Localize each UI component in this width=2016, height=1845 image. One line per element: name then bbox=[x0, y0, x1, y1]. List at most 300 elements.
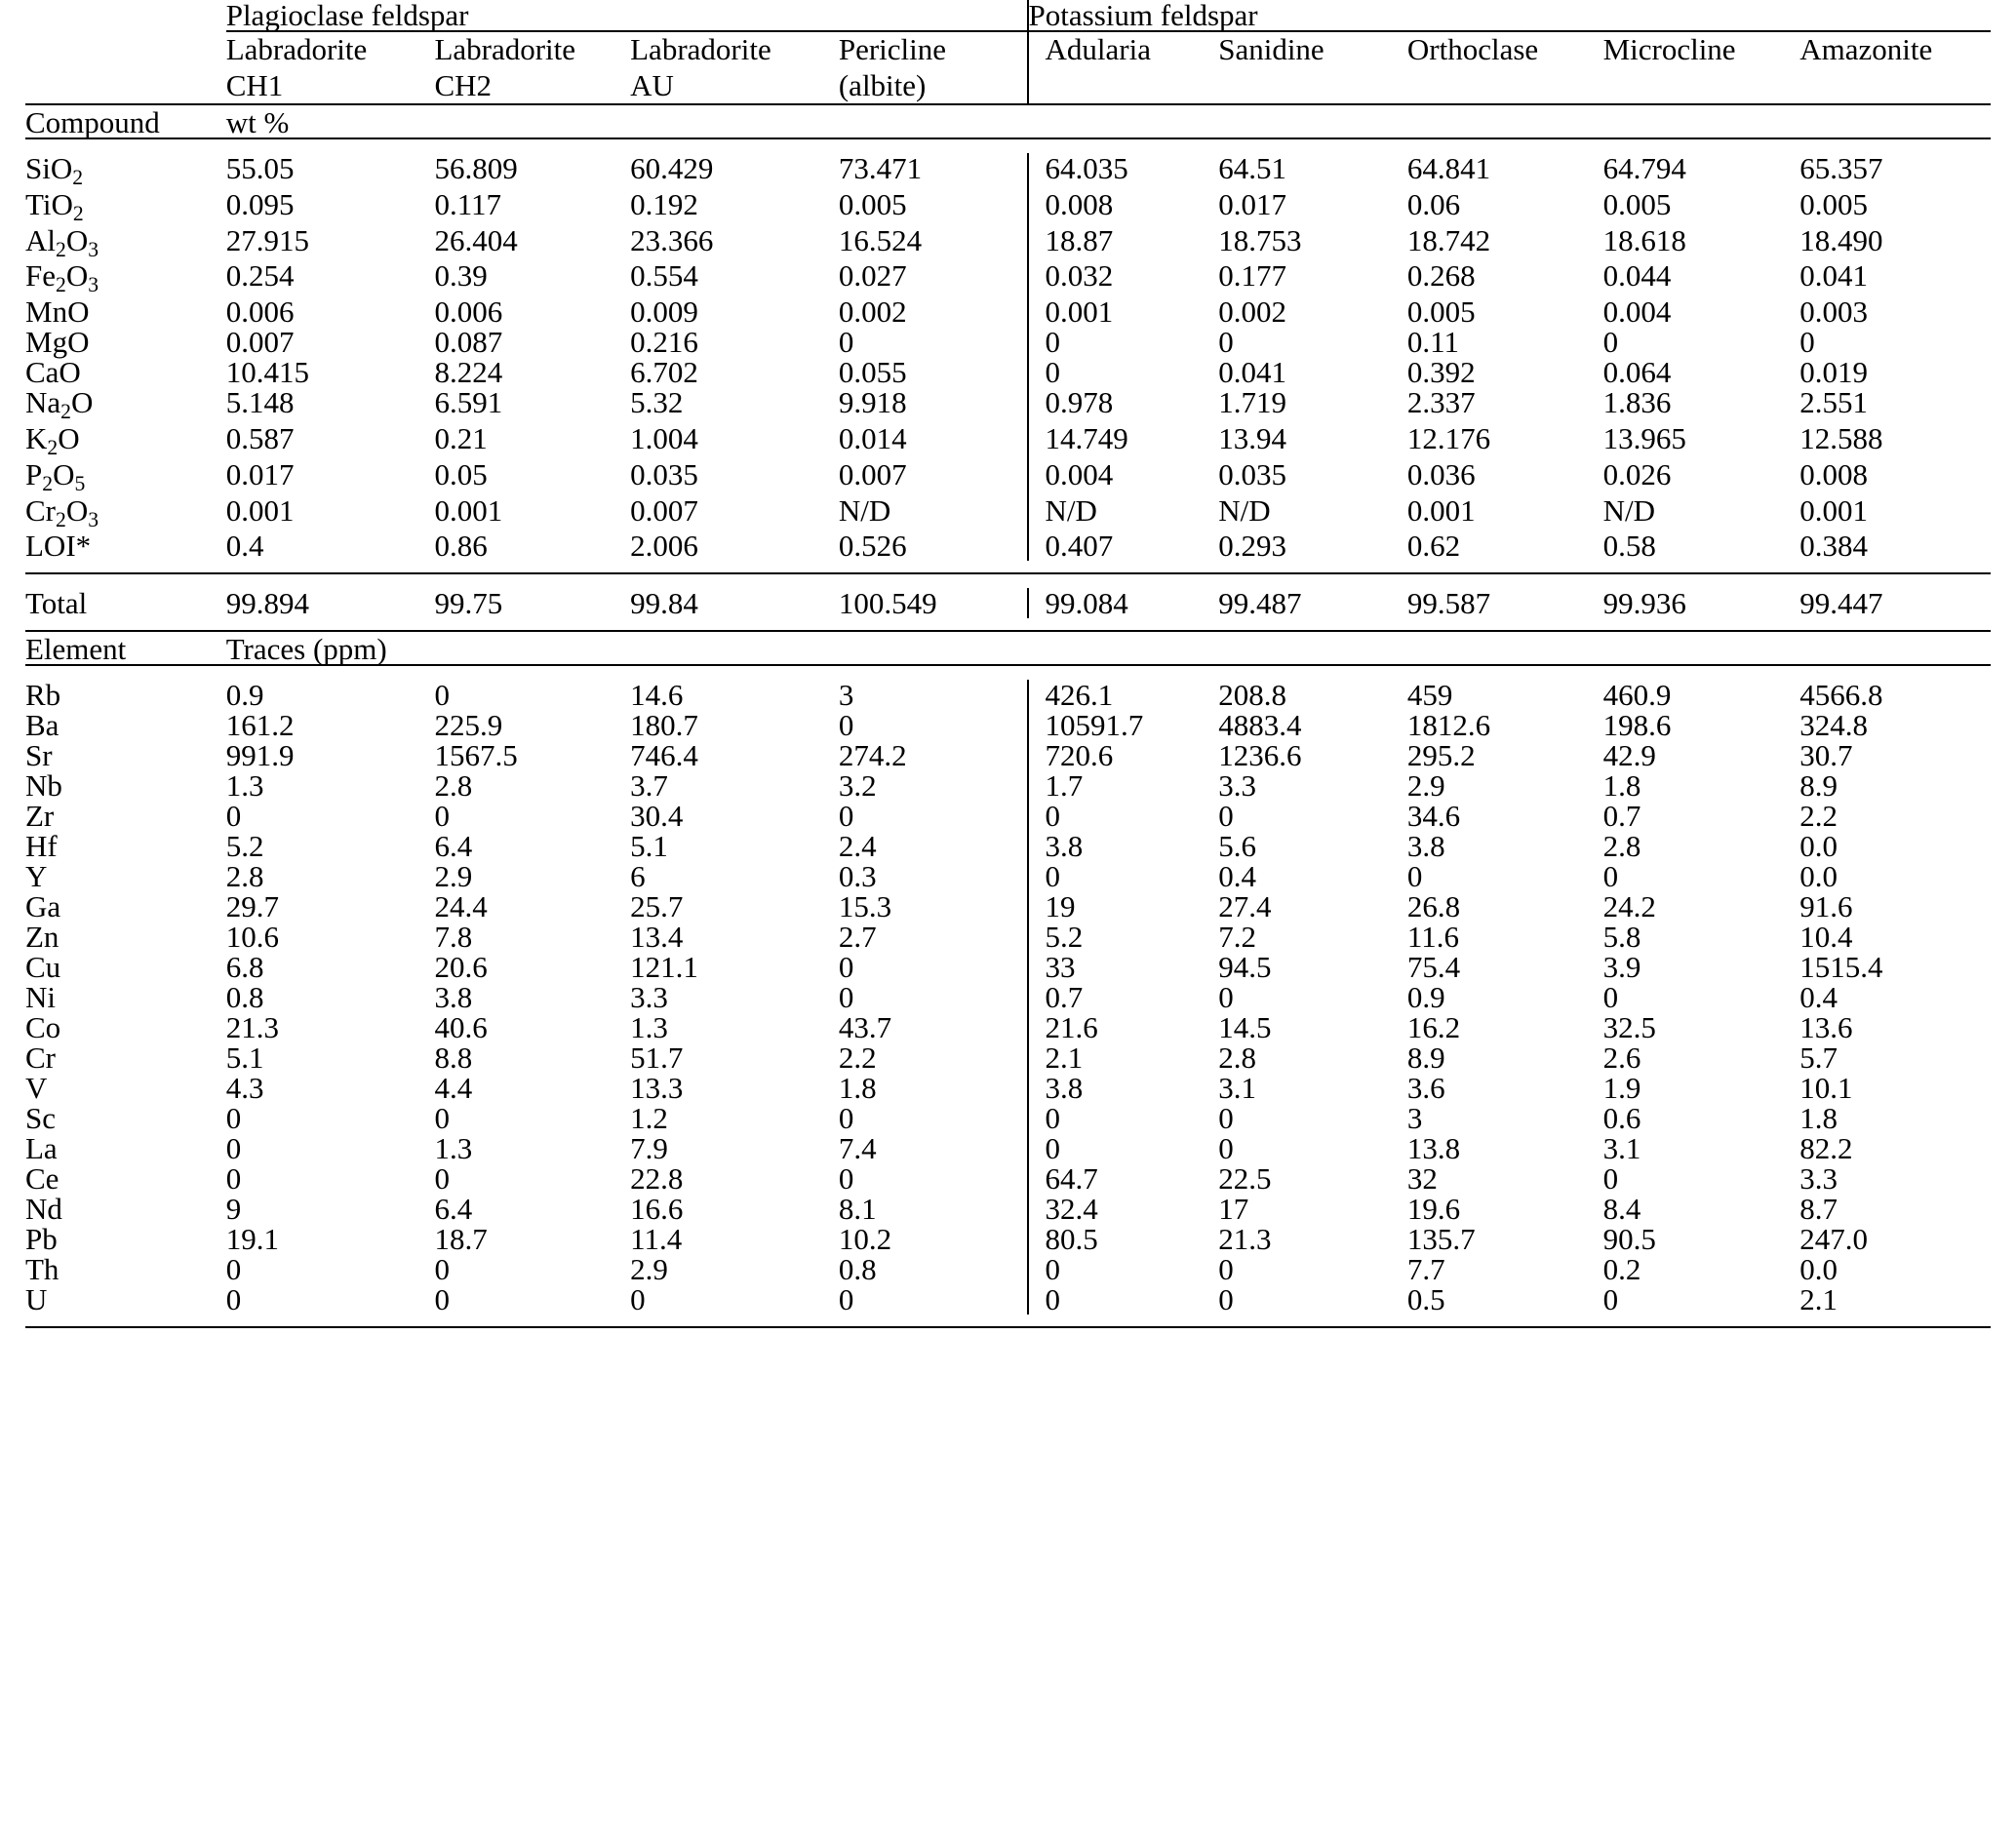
row-label-rb: Rb bbox=[25, 678, 61, 713]
table-cell: 6.4 bbox=[434, 829, 473, 864]
table-cell: 5.1 bbox=[225, 1040, 264, 1076]
table-cell: 0.026 bbox=[1602, 456, 1672, 491]
table-cell: 161.2 bbox=[225, 708, 295, 743]
table-cell: 2.8 bbox=[434, 768, 473, 804]
table-cell: 0.216 bbox=[630, 325, 698, 360]
table-cell: 0 bbox=[1028, 801, 1219, 831]
table-cell: 0.019 bbox=[1799, 355, 1868, 390]
table-row bbox=[25, 680, 1991, 710]
table-cell: 18.753 bbox=[1218, 222, 1302, 257]
table-cell: 99.084 bbox=[1028, 588, 1219, 618]
table-cell: 82.2 bbox=[1799, 1131, 1853, 1166]
table-cell: 99.84 bbox=[630, 586, 698, 621]
table-cell: 0.032 bbox=[1028, 260, 1219, 296]
column-header-row bbox=[25, 31, 1991, 104]
table-cell: 0.001 bbox=[1406, 492, 1476, 528]
table-cell: 3.2 bbox=[838, 768, 877, 804]
table-cell: 3.1 bbox=[1218, 1071, 1256, 1106]
table-cell: 0 bbox=[1028, 1284, 1219, 1315]
column-header-amazonite: Amazonite bbox=[1799, 32, 1933, 66]
table-row bbox=[25, 710, 1991, 740]
table-cell: 43.7 bbox=[838, 1010, 892, 1045]
table-cell: 51.7 bbox=[630, 1040, 684, 1076]
table-cell: 0.055 bbox=[838, 355, 907, 390]
table-cell: 0 bbox=[1028, 327, 1219, 357]
table-cell: 2.1 bbox=[1028, 1042, 1219, 1073]
table-cell: 8.9 bbox=[1799, 768, 1838, 804]
table-cell: 0.005 bbox=[838, 186, 907, 221]
table-cell: 32 bbox=[1406, 1161, 1438, 1197]
table-cell: 19.1 bbox=[225, 1222, 279, 1257]
table-cell: 23.366 bbox=[630, 222, 714, 257]
table-cell: 100.549 bbox=[838, 586, 937, 621]
table-row bbox=[25, 357, 1991, 387]
table-cell: 60.429 bbox=[630, 151, 714, 186]
table-cell: 2.337 bbox=[1406, 385, 1476, 420]
table-cell: 64.794 bbox=[1602, 151, 1686, 186]
table-cell: 56.809 bbox=[434, 151, 518, 186]
row-label-nao: $Na_2O$ bbox=[25, 385, 94, 424]
table-cell: 0.587 bbox=[225, 420, 295, 455]
table-cell: 8.4 bbox=[1602, 1192, 1641, 1227]
table-cell: 0 bbox=[225, 1252, 242, 1287]
section-spacer-cell bbox=[25, 668, 1991, 680]
table-cell: 0.004 bbox=[1602, 294, 1672, 330]
table-cell: 0.036 bbox=[1406, 456, 1476, 491]
table-cell: 15.3 bbox=[838, 889, 892, 924]
table-cell: 6.591 bbox=[434, 385, 503, 420]
table-cell: 33 bbox=[1028, 952, 1219, 982]
table-cell: 2.2 bbox=[1799, 799, 1838, 834]
table-cell: 1567.5 bbox=[434, 738, 518, 773]
table-row bbox=[25, 225, 1991, 261]
row-label-nd: Nd bbox=[25, 1192, 62, 1227]
table-row bbox=[25, 1194, 1991, 1224]
table-cell: 64.7 bbox=[1028, 1163, 1219, 1194]
table-cell: 0.087 bbox=[434, 325, 503, 360]
table-cell: 10.415 bbox=[225, 355, 309, 390]
table-cell: 0.0 bbox=[1799, 829, 1838, 864]
table-cell: 1.8 bbox=[1799, 1101, 1838, 1136]
table-cell: 3.8 bbox=[1028, 831, 1219, 861]
table-cell: 0 bbox=[1218, 1131, 1234, 1166]
table-cell: 7.8 bbox=[434, 920, 473, 955]
table-cell: 2.006 bbox=[630, 529, 698, 564]
table-cell: 10.2 bbox=[838, 1222, 892, 1257]
table-cell: 75.4 bbox=[1406, 950, 1461, 985]
table-cell: 18.618 bbox=[1602, 222, 1686, 257]
table-cell: 13.4 bbox=[630, 920, 684, 955]
table-row bbox=[25, 1012, 1991, 1042]
table-cell: 7.2 bbox=[1218, 920, 1256, 955]
table-cell: 0.9 bbox=[1406, 980, 1445, 1015]
table-cell: 2.9 bbox=[1406, 768, 1445, 804]
table-cell: 26.8 bbox=[1406, 889, 1461, 924]
table-cell: 16.6 bbox=[630, 1192, 684, 1227]
table-cell: 13.94 bbox=[1218, 420, 1286, 455]
table-row bbox=[25, 1073, 1991, 1103]
table-cell: N/D bbox=[1602, 492, 1655, 528]
table-cell: 19 bbox=[1028, 891, 1219, 922]
table-cell: 0.3 bbox=[838, 859, 877, 894]
table-cell: 0.6 bbox=[1602, 1101, 1641, 1136]
table-row bbox=[25, 1133, 1991, 1163]
table-cell: 4.3 bbox=[225, 1071, 264, 1106]
table-cell: 0.384 bbox=[1799, 529, 1868, 564]
row-label-mgo: MgO bbox=[25, 325, 90, 360]
table-cell: 16.524 bbox=[838, 222, 923, 257]
table-cell: 0 bbox=[434, 1282, 450, 1317]
table-row bbox=[25, 831, 1991, 861]
table-cell: 0.001 bbox=[1799, 492, 1868, 528]
section-spacer bbox=[25, 561, 1991, 573]
table-cell: 6.4 bbox=[434, 1192, 473, 1227]
table-cell: 3 bbox=[1406, 1101, 1423, 1136]
table-cell: 10.4 bbox=[1799, 920, 1853, 955]
table-cell: 0.4 bbox=[1799, 980, 1838, 1015]
table-cell: 5.6 bbox=[1218, 829, 1256, 864]
table-cell: 0 bbox=[434, 678, 450, 713]
table-cell: 10.1 bbox=[1799, 1071, 1853, 1106]
table-cell: 0 bbox=[225, 1161, 242, 1197]
table-cell: 1.8 bbox=[1602, 768, 1641, 804]
table-cell: 459 bbox=[1406, 678, 1453, 713]
table-cell: 2.8 bbox=[1602, 829, 1641, 864]
table-row bbox=[25, 189, 1991, 225]
table-row bbox=[25, 891, 1991, 922]
table-cell: 99.75 bbox=[434, 586, 503, 621]
table-cell: 0 bbox=[1218, 1101, 1234, 1136]
row-label-v: V bbox=[25, 1071, 48, 1106]
table-cell: 21.3 bbox=[225, 1010, 279, 1045]
table-cell: 7.7 bbox=[1406, 1252, 1445, 1287]
table-cell: 11.4 bbox=[630, 1222, 683, 1257]
table-cell: 65.357 bbox=[1799, 151, 1883, 186]
table-cell: 0.407 bbox=[1028, 530, 1219, 561]
section-header-row bbox=[25, 107, 1991, 138]
geochemistry-table bbox=[25, 0, 1991, 1330]
table-cell: 0.192 bbox=[630, 186, 698, 221]
table-cell: 0.008 bbox=[1799, 456, 1868, 491]
table-cell: 5.148 bbox=[225, 385, 295, 420]
table-cell: 18.490 bbox=[1799, 222, 1883, 257]
table-cell: 12.176 bbox=[1406, 420, 1491, 455]
table-cell: 1.719 bbox=[1218, 385, 1286, 420]
table-cell: 10.6 bbox=[225, 920, 279, 955]
table-cell: 0.003 bbox=[1799, 294, 1868, 330]
table-cell: 8.224 bbox=[434, 355, 503, 390]
table-cell: 0.06 bbox=[1406, 186, 1461, 221]
section-spacer bbox=[25, 141, 1991, 153]
table-cell: 0 bbox=[838, 325, 854, 360]
table-cell: 0.117 bbox=[434, 186, 502, 221]
row-label-feo: $Fe_2O_3$ bbox=[25, 258, 99, 297]
table-cell: 0 bbox=[434, 1252, 450, 1287]
table-cell: 426.1 bbox=[1028, 680, 1219, 710]
table-cell: 0.9 bbox=[225, 678, 264, 713]
column-header-rowlabel bbox=[25, 31, 226, 104]
table-cell: 34.6 bbox=[1406, 799, 1461, 834]
table-cell: 1.3 bbox=[225, 768, 264, 804]
table-cell: 90.5 bbox=[1602, 1222, 1656, 1257]
table-cell: 0 bbox=[1028, 357, 1219, 387]
table-cell: 32.4 bbox=[1028, 1194, 1219, 1224]
table-cell: 1236.6 bbox=[1218, 738, 1302, 773]
table-cell: 27.915 bbox=[225, 222, 309, 257]
table-cell: 2.9 bbox=[434, 859, 473, 894]
table-cell: 7.4 bbox=[838, 1131, 877, 1166]
table-cell: 0.4 bbox=[225, 529, 264, 564]
table-cell: 0 bbox=[1602, 859, 1619, 894]
table-cell: 14.6 bbox=[630, 678, 684, 713]
table-row bbox=[25, 1224, 1991, 1254]
table-cell: 0 bbox=[838, 708, 854, 743]
table-cell: 0 bbox=[1602, 1161, 1619, 1197]
column-header-orthoclase: Orthoclase bbox=[1406, 32, 1539, 66]
row-label-cu: Cu bbox=[25, 950, 61, 985]
table-cell: 5.1 bbox=[630, 829, 668, 864]
row-label-ba: Ba bbox=[25, 708, 59, 743]
table-cell: 8.1 bbox=[838, 1192, 877, 1227]
table-cell: 0.2 bbox=[1602, 1252, 1641, 1287]
table-cell: 0.7 bbox=[1028, 982, 1219, 1012]
table-cell: 0.5 bbox=[1406, 1282, 1445, 1317]
table-cell: 5.2 bbox=[1028, 922, 1219, 952]
column-header-labradorite: Labradorite AU bbox=[630, 32, 771, 102]
table-cell: 3.6 bbox=[1406, 1071, 1445, 1106]
table-cell: 3.7 bbox=[630, 768, 668, 804]
table-cell: 0 bbox=[1218, 799, 1234, 834]
table-cell: 0.4 bbox=[1218, 859, 1256, 894]
table-cell: 18.87 bbox=[1028, 225, 1219, 261]
section-units: Traces (ppm) bbox=[225, 632, 387, 667]
table-cell: 180.7 bbox=[630, 708, 698, 743]
table-cell: 0.58 bbox=[1602, 529, 1656, 564]
row-label-cro: $Cr_2O_3$ bbox=[25, 492, 99, 531]
horizontal-rule-cell bbox=[25, 1327, 1991, 1330]
table-cell: 0 bbox=[434, 1161, 450, 1197]
section-spacer-cell bbox=[25, 141, 1991, 153]
table-cell: 0.0 bbox=[1799, 859, 1838, 894]
table-cell: 0 bbox=[1028, 1133, 1219, 1163]
table-cell: N/D bbox=[1218, 492, 1271, 528]
section-spacer-cell bbox=[25, 1315, 1991, 1327]
section-spacer bbox=[25, 668, 1991, 680]
row-label-cr: Cr bbox=[25, 1040, 56, 1076]
table-cell: 0 bbox=[838, 799, 854, 834]
table-cell: 14.749 bbox=[1028, 423, 1219, 459]
section-title: Element bbox=[25, 632, 127, 667]
table-row bbox=[25, 153, 1991, 189]
table-cell: 24.2 bbox=[1602, 889, 1656, 924]
row-label-pb: Pb bbox=[25, 1222, 58, 1257]
table-cell: 2.8 bbox=[225, 859, 264, 894]
row-label-mno: MnO bbox=[25, 294, 90, 330]
table-cell: 0 bbox=[1028, 1103, 1219, 1133]
table-cell: 1.2 bbox=[630, 1101, 668, 1136]
table-cell: 1812.6 bbox=[1406, 708, 1491, 743]
table-cell: 2.551 bbox=[1799, 385, 1868, 420]
table-cell: 30.4 bbox=[630, 799, 684, 834]
table-cell: 0.014 bbox=[838, 420, 907, 455]
table-cell: 5.2 bbox=[225, 829, 264, 864]
column-header-microcline: Microcline bbox=[1602, 32, 1736, 66]
table-total-row bbox=[25, 588, 1991, 618]
table-cell: 720.6 bbox=[1028, 740, 1219, 770]
column-header-labradorite: Labradorite CH1 bbox=[225, 32, 368, 102]
table-cell: 0 bbox=[1218, 325, 1234, 360]
table-cell: 99.447 bbox=[1799, 586, 1883, 621]
table-cell: 0 bbox=[225, 799, 242, 834]
table-cell: 64.51 bbox=[1218, 151, 1286, 186]
table-row bbox=[25, 922, 1991, 952]
table-cell: 73.471 bbox=[838, 151, 923, 186]
table-row bbox=[25, 1284, 1991, 1315]
table-cell: 324.8 bbox=[1799, 708, 1868, 743]
table-cell: 11.6 bbox=[1406, 920, 1459, 955]
table-cell: 3.3 bbox=[630, 980, 668, 1015]
row-label-ga: Ga bbox=[25, 889, 61, 924]
table-cell: 0.007 bbox=[838, 456, 907, 491]
total-spacer bbox=[25, 576, 1991, 588]
table-row bbox=[25, 982, 1991, 1012]
table-cell: 0 bbox=[225, 1101, 242, 1136]
row-label-sc: Sc bbox=[25, 1101, 56, 1136]
row-label-u: U bbox=[25, 1282, 48, 1317]
table-cell: 0.064 bbox=[1602, 355, 1672, 390]
table-cell: 2.2 bbox=[838, 1040, 877, 1076]
row-label-sr: Sr bbox=[25, 738, 53, 773]
table-cell: 0.7 bbox=[1602, 799, 1641, 834]
table-cell: 2.8 bbox=[1218, 1040, 1256, 1076]
table-cell: 0.006 bbox=[434, 294, 503, 330]
table-cell: 3.8 bbox=[434, 980, 473, 1015]
table-cell: 6.702 bbox=[630, 355, 698, 390]
table-cell: 1.8 bbox=[838, 1071, 877, 1106]
table-cell: 0.526 bbox=[838, 529, 907, 564]
table-cell: 64.841 bbox=[1406, 151, 1491, 186]
total-spacer bbox=[25, 618, 1991, 631]
table-cell: 21.6 bbox=[1028, 1012, 1219, 1042]
row-label-sio: SiO$_2$ bbox=[25, 151, 84, 190]
table-cell: 0.254 bbox=[225, 258, 295, 294]
table-cell: 0.001 bbox=[1028, 296, 1219, 327]
section-units: wt % bbox=[225, 105, 290, 140]
table-cell: 3.8 bbox=[1406, 829, 1445, 864]
table-body bbox=[25, 0, 1991, 1330]
table-cell: 0.62 bbox=[1406, 529, 1461, 564]
row-label-ni: Ni bbox=[25, 980, 56, 1015]
table-cell: 0 bbox=[838, 980, 854, 1015]
table-cell: 99.487 bbox=[1218, 586, 1302, 621]
table-cell: 0.041 bbox=[1218, 355, 1286, 390]
table-cell: 0 bbox=[225, 1282, 242, 1317]
table-cell: 0 bbox=[1218, 980, 1234, 1015]
table-cell: 0 bbox=[1218, 1282, 1234, 1317]
table-cell: 13.6 bbox=[1799, 1010, 1853, 1045]
table-cell: 99.894 bbox=[225, 586, 309, 621]
table-cell: 0 bbox=[1028, 1254, 1219, 1284]
table-cell: 0.177 bbox=[1218, 258, 1286, 294]
group-header-plagioclase: Plagioclase feldspar bbox=[226, 0, 1028, 31]
table-cell: 94.5 bbox=[1218, 950, 1272, 985]
section-spacer-cell bbox=[25, 561, 1991, 573]
table-cell: 3 bbox=[838, 678, 854, 713]
table-cell: 0 bbox=[225, 1131, 242, 1166]
table-cell: 0.041 bbox=[1799, 258, 1868, 294]
table-cell: 3.3 bbox=[1218, 768, 1256, 804]
table-cell: 0 bbox=[1799, 325, 1815, 360]
row-label-tio: TiO$_2$ bbox=[25, 186, 84, 225]
total-spacer-cell bbox=[25, 576, 1991, 588]
row-label-la: La bbox=[25, 1131, 58, 1166]
table-cell: 0.392 bbox=[1406, 355, 1476, 390]
table-row bbox=[25, 423, 1991, 459]
table-row bbox=[25, 296, 1991, 327]
table-cell: 1.7 bbox=[1028, 770, 1219, 801]
table-cell: 13.8 bbox=[1406, 1131, 1461, 1166]
table-cell: 3.8 bbox=[1028, 1073, 1219, 1103]
table-cell: 5.7 bbox=[1799, 1040, 1838, 1076]
table-cell: 4.4 bbox=[434, 1071, 473, 1106]
table-row bbox=[25, 459, 1991, 495]
table-cell: 0 bbox=[630, 1282, 646, 1317]
table-cell: 0.005 bbox=[1799, 186, 1868, 221]
table-cell: 0.035 bbox=[1218, 456, 1286, 491]
table-cell: 4566.8 bbox=[1799, 678, 1883, 713]
table-cell: 10591.7 bbox=[1028, 710, 1219, 740]
table-cell: 6 bbox=[630, 859, 646, 894]
table-cell: 16.2 bbox=[1406, 1010, 1461, 1045]
table-cell: 24.4 bbox=[434, 889, 488, 924]
table-cell: 17 bbox=[1218, 1192, 1249, 1227]
row-label-zr: Zr bbox=[25, 799, 55, 834]
section-spacer bbox=[25, 1315, 1991, 1327]
row-label-y: Y bbox=[25, 859, 48, 894]
section-title: Compound bbox=[25, 105, 160, 140]
table-cell: 3.1 bbox=[1602, 1131, 1641, 1166]
table-cell: 4883.4 bbox=[1218, 708, 1302, 743]
row-label-nb: Nb bbox=[25, 768, 62, 804]
table-cell: 0.017 bbox=[1218, 186, 1286, 221]
table-row bbox=[25, 952, 1991, 982]
table-cell: 64.035 bbox=[1028, 153, 1219, 189]
table-cell: 0 bbox=[434, 799, 450, 834]
table-cell: 991.9 bbox=[225, 738, 295, 773]
row-label-ko: $K_2O$ bbox=[25, 420, 80, 460]
table-cell: 0.002 bbox=[838, 294, 907, 330]
table-cell: 0.017 bbox=[225, 456, 295, 491]
table-cell: 0.293 bbox=[1218, 529, 1286, 564]
table-cell: 2.6 bbox=[1602, 1040, 1641, 1076]
table-cell: 0.8 bbox=[838, 1252, 877, 1287]
table-cell: 0.8 bbox=[225, 980, 264, 1015]
table-cell: 0.978 bbox=[1028, 387, 1219, 423]
row-label-hf: Hf bbox=[25, 829, 58, 864]
row-label-th: Th bbox=[25, 1252, 59, 1287]
table-row bbox=[25, 1042, 1991, 1073]
table-cell: 198.6 bbox=[1602, 708, 1672, 743]
table-cell: 20.6 bbox=[434, 950, 488, 985]
table-cell: 18.7 bbox=[434, 1222, 488, 1257]
table-row bbox=[25, 740, 1991, 770]
table-cell: 0 bbox=[1602, 1282, 1619, 1317]
row-label-po: $P_2O_5$ bbox=[25, 456, 86, 495]
table-cell: 0 bbox=[1406, 859, 1423, 894]
table-cell: 9 bbox=[225, 1192, 242, 1227]
table-row bbox=[25, 1103, 1991, 1133]
table-cell: 0.044 bbox=[1602, 258, 1672, 294]
